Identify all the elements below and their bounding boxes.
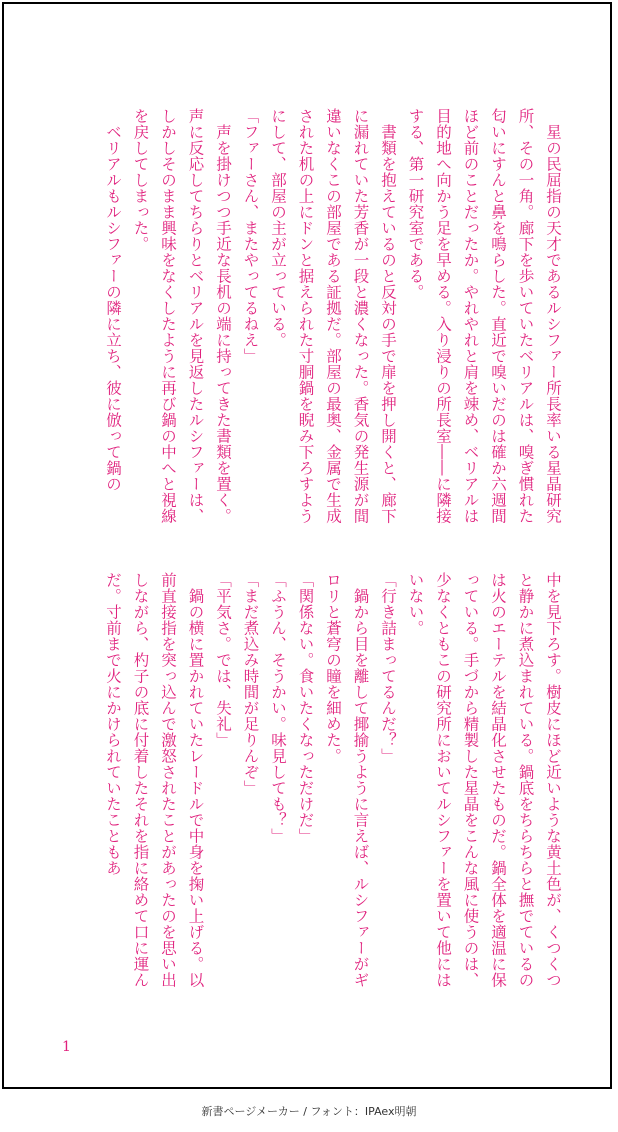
paragraph: 「ファーさん、またやってるねえ」	[241, 108, 260, 364]
paragraph: 「ふうん、そうかい。味見しても？」	[269, 572, 287, 844]
paragraph: 中を見下ろす。樹皮にほど近いような黄土色が、くつくつと静かに煮込まれている。鍋底をちらちらと撫でているのは火のエーテルを結晶化させたものだ。鍋全体を適温に保っている。手づから精製した星晶をこんな風に使うのは、少なくともこの研究所においてルシファーを置いて他にはいない。	[406, 572, 562, 988]
text-block-bottom	[46, 572, 566, 992]
paragraph: 声を掛けつつ手近な長机の端に持ってきた書類を置く。声に反応してちらりとベリアルを見返したルシファーは、しかしそのまま興味をなくしたように再び鍋の中へと視線を戻してしまった。	[131, 108, 232, 524]
paragraph: 「行き詰まってるんだ？」	[379, 572, 397, 764]
paragraph: ベリアルもルシファーの隣に立ち、彼に倣って鍋の	[104, 108, 122, 492]
paragraph: 書類を抱えているのと反対の手で扉を押し開くと、廊下に漏れていた芳香が一段と濃くなった。香気の発生源が間違いなくこの部屋である証拠だ。部屋の最奥、金属で生成された机の上にドンと据えられた寸胴鍋を睨み下ろすようにして、部屋の主が立っている。	[269, 108, 397, 524]
page-frame	[2, 2, 612, 1089]
page-number: 1	[62, 1039, 71, 1055]
paragraph: 鍋から目を離して揶揄うように言えば、ルシファーがギロリと蒼穹の瞳を細めた。	[324, 572, 370, 988]
footer-credit: 新書ページメーカー / フォント：IPAex明朝	[201, 1105, 417, 1118]
paragraph: 「まだ煮込み時間が足りんぞ」	[241, 572, 260, 796]
paragraph: 星の民屈指の天才であるルシファー所長率いる星晶研究所、その一角。廊下を歩いていたベリアルは、嗅ぎ慣れた匂いにすんと鼻を鳴らした。直近で嗅いだのは確か六週間ほど前のことだったか。やれやれと肩を竦め、ベリアルは目的地へ向かう足を早める。入り浸りの所長室――に隣接する、第一研究室である。	[406, 108, 562, 524]
paragraph: 鍋の横に置かれていたレードルで中身を掬い上げる。以前直接指を突っ込んで激怒されたことがあったのを思い出しながら、杓子の底に付着したそれを指に絡めて口に運んだ。寸前まで火にかけられていたこともあ	[104, 572, 205, 988]
text-block-top	[46, 108, 566, 528]
paragraph: 「平気さ。では、失礼」	[214, 572, 232, 748]
paragraph: 「関係ない。食いたくなっただけだ」	[296, 572, 315, 844]
